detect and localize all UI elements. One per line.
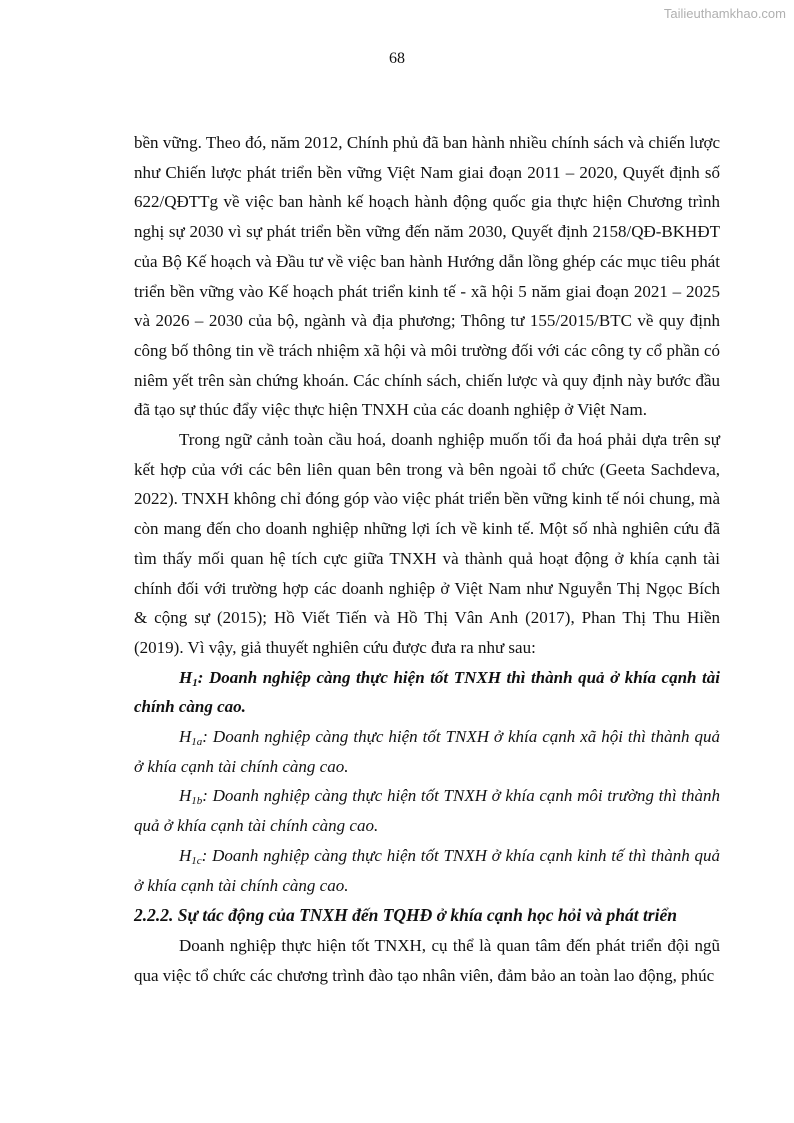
watermark: Tailieuthamkhao.com [663,6,786,21]
paragraph-development: Doanh nghiệp thực hiện tốt TNXH, cụ thể là quan tâm đến phát triển đội ngũ qua việc tổ chức các chương trình đào tạo nhân viên, đảm bảo an toàn lao động, phúc [134,936,720,985]
hypothesis-h1c: $H_{1c}$: Doanh nghiệp càng thực hiện tốt TNXH ở khía cạnh kinh tế thì thành quả ở khía cạnh tài chính càng cao. [134,845,720,895]
hypothesis-h1b: $H_{1b}$: Doanh nghiệp càng thực hiện tốt TNXH ở khía cạnh môi trường thì thành quả ở khía cạnh tài chính càng cao. [134,786,720,836]
page-number: 68 [389,50,405,67]
paragraph-context: Trong ngữ cảnh toàn cầu hoá, doanh nghiệp muốn tối đa hoá phải dựa trên sự kết hợp của với các bên liên quan bên trong và bên ngoài tổ chức (Geeta Sachdeva, 2022). TNXH không chỉ đóng góp vào việc phát triển bền vững kinh tế nói chung, mà còn mang đến cho doanh nghiệp những lợi ích về kinh tế. Một số nhà nghiên cứu đã tìm thấy mối quan hệ tích cực giữa TNXH và thành quả hoạt động ở khía cạnh tài chính đối với trường hợp các doanh nghiệp ở Việt Nam như Nguyễn Thị Ngọc Bích & cộng sự (2015); Hồ Viết Tiến và Hồ Thị Vân Anh (2017), Phan Thị Thu Hiền (2019). Vì vậy, giả thuyết nghiên cứu được đưa ra như sau: [134,430,720,657]
document-body [134,128,720,991]
paragraph-intro: bền vững. Theo đó, năm 2012, Chính phủ đã ban hành nhiều chính sách và chiến lược như Chiến lược phát triển bền vững Việt Nam giai đoạn 2011 – 2020, Quyết định số 622/QĐTTg về việc ban hành kế hoạch hành động quốc gia thực hiện Chương trình nghị sự 2030 vì sự phát triển bền vững đến năm 2030, Quyết định 2158/QĐ-BKHĐT của Bộ Kế hoạch và Đầu tư về việc ban hành Hướng dẫn lồng ghép các mục tiêu phát triển bền vững vào Kế hoạch phát triển kinh tế - xã hội 5 năm giai đoạn 2021 – 2025 và 2026 – 2030 của bộ, ngành và địa phương; Thông tư 155/2015/BTC về quy định công bố thông tin về trách nhiệm xã hội và môi trường đối với các công ty cổ phần có niêm yết trên sàn chứng khoán. Các chính sách, chiến lược và quy định này bước đầu đã tạo sự thúc đẩy việc thực hiện TNXH của các doanh nghiệp ở Việt Nam. [134,133,720,420]
hypothesis-h1: $H_1$: Doanh nghiệp càng thực hiện tốt TNXH thì thành quả ở khía cạnh tài chính càng cao. [134,667,720,717]
section-heading: 2.2.2. Sự tác động của TNXH đến TQHĐ ở khía cạnh học hỏi và phát triển [134,905,677,926]
hypothesis-h1a: $H_{1a}$: Doanh nghiệp càng thực hiện tốt TNXH ở khía cạnh xã hội thì thành quả ở khía cạnh tài chính càng cao. [134,727,720,776]
